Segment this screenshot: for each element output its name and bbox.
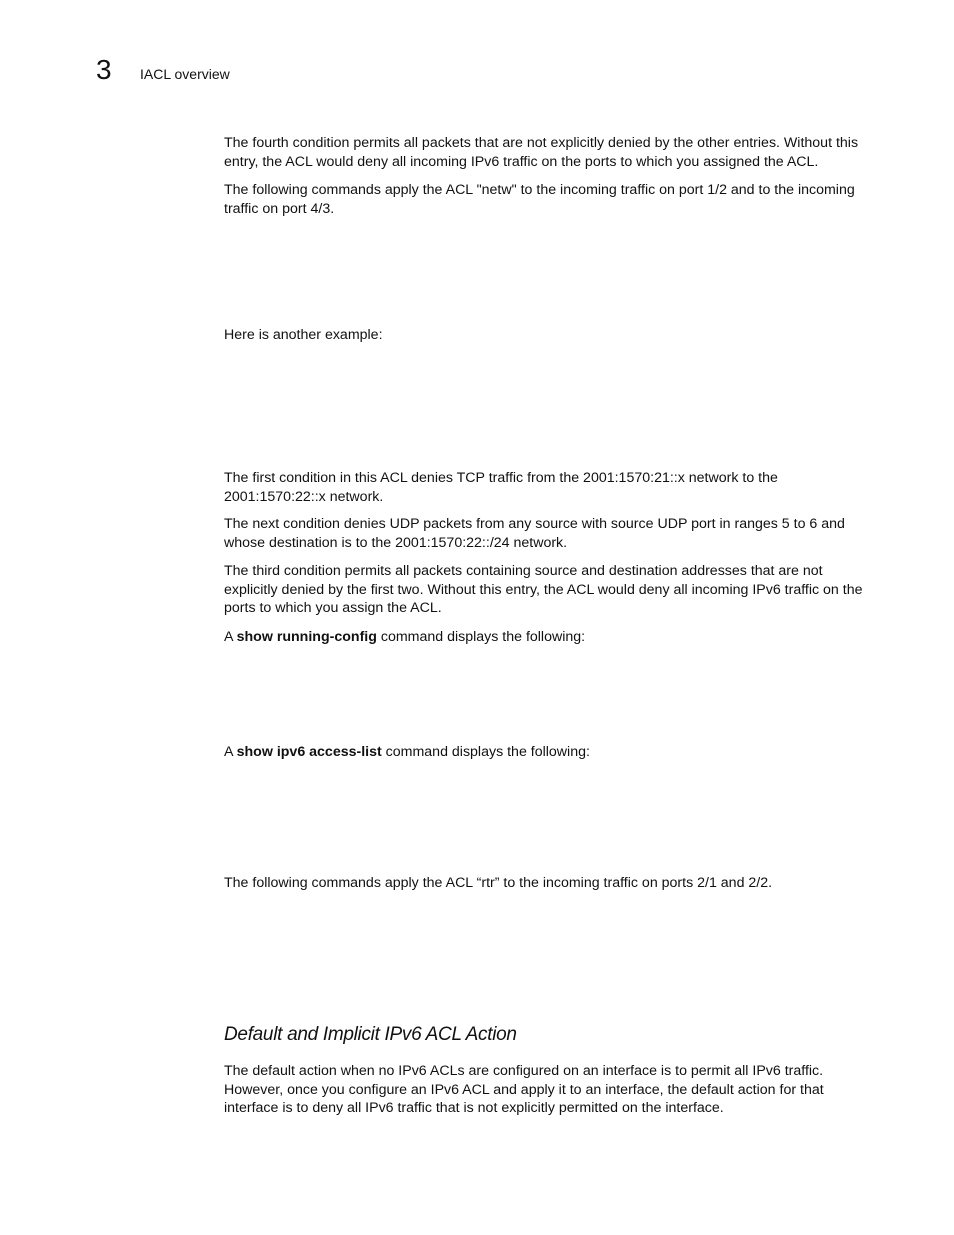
text-prefix: A: [224, 629, 237, 645]
paragraph-apply-netw: The following commands apply the ACL "netw" to the incoming traffic on port 1/2 and to the incoming traffic on port 4/3.: [224, 182, 855, 217]
paragraph-apply-rtr: The following commands apply the ACL “rtr” to the incoming traffic on ports 2/1 and 2/2.: [224, 875, 773, 891]
paragraph-third-condition: The third condition permits all packets containing source and destination addresses that are not explicitly denied by the first two. Without this entry, the ACL would deny all incoming IPv6 traffic on the ports to which you assign the ACL.: [224, 563, 863, 616]
paragraph-default-action: The default action when no IPv6 ACLs are configured on an interface is to permit all IPv6 traffic. However, once you configure an IPv6 ACL and apply it to an interface, the default action for that interface is to deny all IPv6 traffic that is not explicitly permitted on the interface.: [224, 1063, 824, 1116]
paragraph-next-condition: The next condition denies UDP packets from any source with source UDP port in ranges 5 to 6 and whose destination is to the 2001:1570:22::/24 network.: [224, 516, 845, 551]
text-prefix: A: [224, 744, 237, 760]
paragraph-show-ipv6-access-list: [224, 743, 872, 762]
command-show-ipv6-access-list: show ipv6 access-list: [236, 744, 382, 760]
section-heading: Default and Implicit IPv6 ACL Action: [224, 1024, 517, 1045]
paragraph-fourth-condition: The fourth condition permits all packets that are not explicitly denied by the other entries. Without this entry, the ACL would deny all incoming IPv6 traffic on the ports to which you assigned the ACL.: [224, 135, 859, 170]
text-suffix: command displays the following:: [376, 629, 586, 645]
text-suffix: command displays the following:: [381, 744, 590, 760]
chapter-number: 3: [96, 54, 112, 85]
paragraph-another-example: Here is another example:: [224, 327, 383, 343]
paragraph-show-running-config: [224, 628, 872, 647]
chapter-title: IACL overview: [140, 66, 230, 82]
paragraph-first-condition: The first condition in this ACL denies TCP traffic from the 2001:1570:21::x network to the 2001:1570:22::x network.: [224, 470, 778, 505]
command-show-running-config: show running-config: [236, 629, 377, 645]
